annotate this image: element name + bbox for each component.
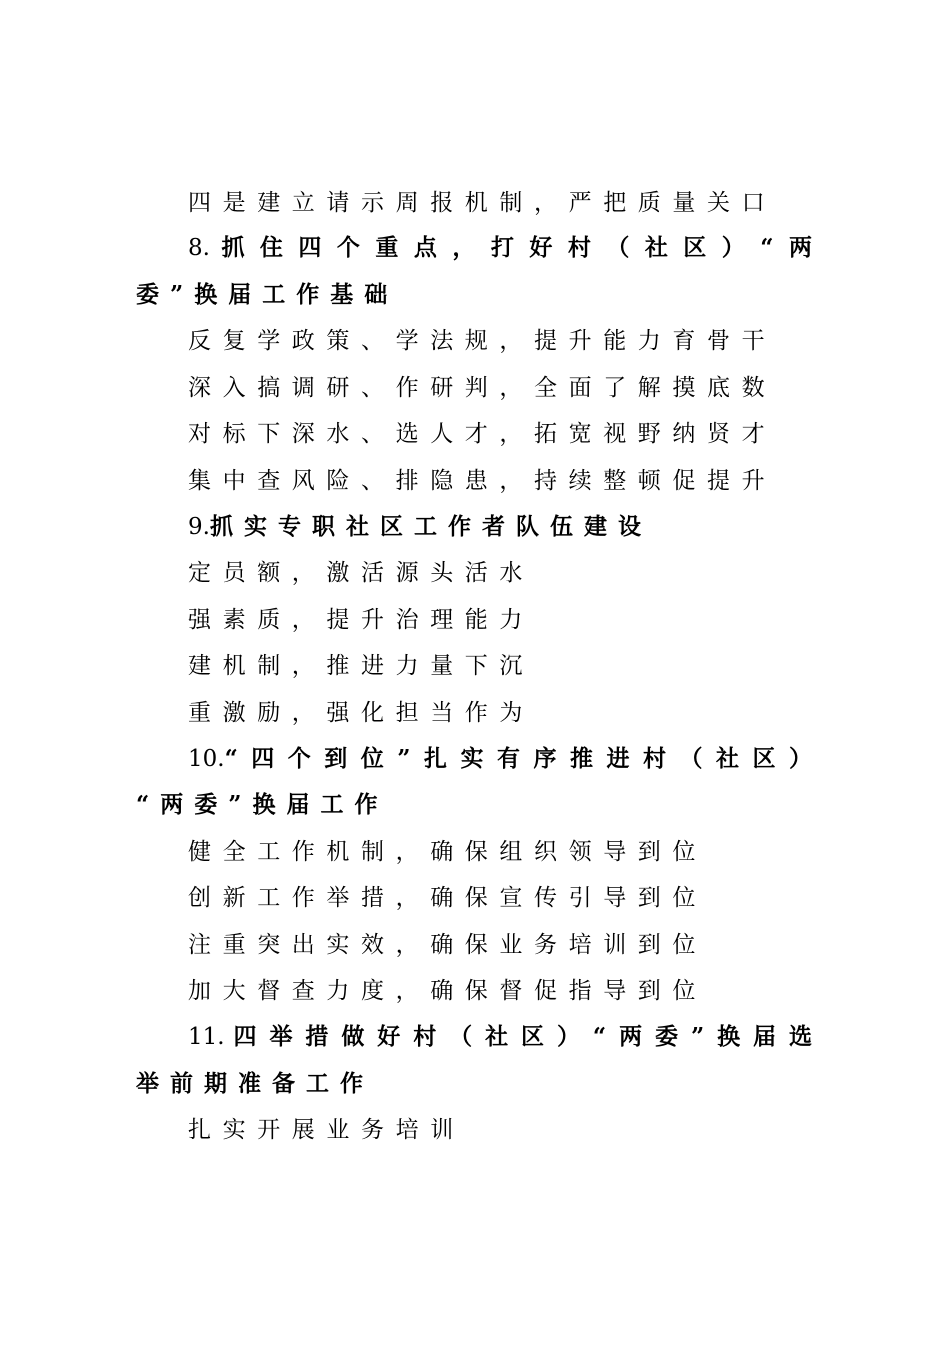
line-text: 定员额，激活源头活水 [188,560,534,586]
heading-number: 8. [188,235,210,261]
line-text: 健全工作机制，确保组织领导到位 [188,839,707,865]
body-line [188,419,776,449]
line-text: 对标下深水、选人才，拓宽视野纳贤才 [188,421,777,447]
line-text: 集中查风险、排隐患，持续整顿促提升 [188,468,777,494]
heading-text: “四个到位”扎实有序推进村（社区） [224,745,816,772]
heading-text: 抓住四个重点，打好村（社区）“两 [209,234,816,261]
heading-text: “两委”换届工作 [136,791,389,818]
line-text: 加大督查力度，确保督促指导到位 [188,978,707,1004]
body-line [188,976,707,1006]
body-line [188,188,776,218]
heading-text: 四举措做好村（社区）“两委”换届选 [224,1023,816,1050]
body-line [188,698,534,728]
body-line [188,326,776,356]
section-heading-8 [188,233,816,263]
body-line [188,930,707,960]
line-text: 强素质，提升治理能力 [188,607,534,633]
section-heading-9 [188,512,652,542]
line-text: 创新工作举措，确保宣传引导到位 [188,885,707,911]
body-line [188,605,534,635]
section-heading-8-continued [136,280,398,310]
body-line [188,651,534,681]
line-text: 反复学政策、学法规，提升能力育骨干 [188,328,777,354]
body-line [188,373,776,403]
heading-text: 委”换届工作基础 [136,281,399,308]
line-text: 扎实开展业务培训 [188,1117,465,1143]
heading-number: 11. [188,1024,225,1050]
section-heading-10 [188,744,816,774]
line-text: 深入搞调研、作研判，全面了解摸底数 [188,375,777,401]
section-heading-11 [188,1022,816,1052]
line-text: 注重突出实效，确保业务培训到位 [188,932,707,958]
line-text: 建机制，推进力量下沉 [188,653,534,679]
heading-number: 9. [188,514,210,540]
line-text: 四是建立请示周报机制，严把质量关口 [188,190,777,216]
body-line [188,466,776,496]
body-line [188,883,707,913]
heading-text: 举前期准备工作 [136,1070,374,1097]
line-text: 重激励，强化担当作为 [188,700,534,726]
section-heading-11-continued [136,1069,374,1099]
body-line [188,837,707,867]
body-line [188,1115,465,1145]
heading-number: 10. [188,746,225,772]
section-heading-10-continued [136,790,388,820]
body-line [188,558,534,588]
heading-text: 抓实专职社区工作者队伍建设 [209,513,652,540]
